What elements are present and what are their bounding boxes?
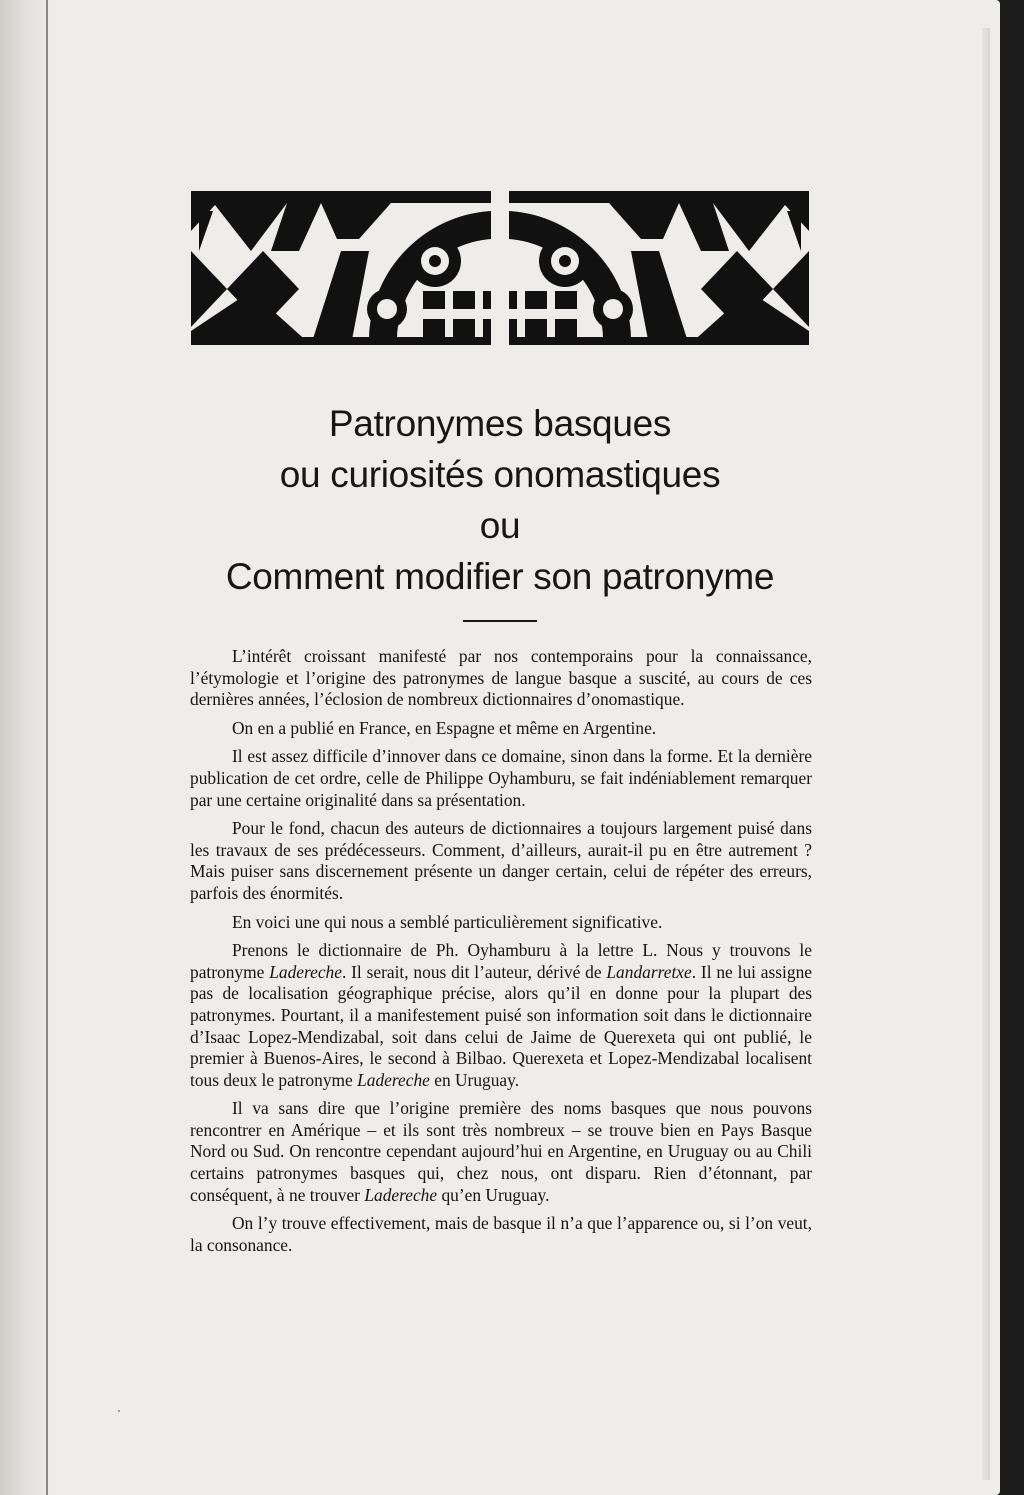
paragraph-6 bbox=[190, 940, 812, 1091]
surname-ladereche: Ladereche bbox=[357, 1069, 430, 1090]
binding-line bbox=[46, 0, 48, 1495]
paragraph-8: On l’y trouve effectivement, mais de basque il n’a que l’apparence ou, si l’on veut, la consonance. bbox=[190, 1213, 812, 1255]
title-rule bbox=[463, 620, 537, 622]
title-line-4: Comment modifier son patronyme bbox=[225, 556, 775, 597]
paragraph-5: En voici une qui nous a semblé particulièrement significative. bbox=[232, 911, 663, 932]
paragraph-7-text: Il va sans dire que l’origine première des noms basques que nous pouvons rencontrer en Amérique – et ils sont très nombreux – se trouve bien en Pays Basque Nord ou Sud. On rencontre cependant aujourd’hui en Argentine, en Uruguay ou au Chili certains patronymes basques qui, chez nous, ont disparu. Rien d’étonnant, par conséquent, à ne trouver bbox=[190, 1098, 812, 1205]
paragraph-6-text: en Uruguay. bbox=[429, 1069, 520, 1090]
paragraph-7-text: qu’en Uruguay. bbox=[437, 1184, 550, 1205]
basque-frieze-ornament bbox=[191, 191, 809, 345]
title-line-3: ou bbox=[479, 505, 521, 546]
surname-ladereche: Ladereche bbox=[364, 1184, 438, 1205]
title-line-2: ou curiosités onomastiques bbox=[279, 454, 721, 495]
paragraph-2: On en a publié en France, en Espagne et même en Argentine. bbox=[232, 717, 657, 738]
surname-landarretxe: Landarretxe bbox=[606, 961, 692, 982]
paper-speck bbox=[118, 1410, 120, 1412]
article-body bbox=[190, 646, 812, 1263]
title-line-1: Patronymes basques bbox=[328, 403, 672, 444]
paragraph-6-text: . Il serait, nous dit l’auteur, dérivé de bbox=[341, 961, 607, 982]
paragraph-1: L’intérêt croissant manifesté par nos contemporains pour la connaissance, l’étymologie et l’origine des patronymes de langue basque a suscité, au cours de ces dernières années, l’éclosion de nombreux dictionnaires d’onomastique. bbox=[190, 646, 812, 710]
paragraph-7 bbox=[190, 1098, 812, 1206]
page-edge bbox=[982, 28, 990, 1480]
surname-ladereche: Ladereche bbox=[269, 961, 342, 982]
paragraph-3: Il est assez difficile d’innover dans ce domaine, sinon dans la forme. Et la dernière publication de cet ordre, celle de Philippe Oyhamburu, se fait indéniablement remarquer par une certaine originalité dans sa présentation. bbox=[190, 746, 812, 810]
article-title bbox=[150, 398, 850, 622]
paragraph-6-text: Prenons le dictionnaire de Ph. Oyhamburu à la lettre L. Nous y trouvons le patronyme bbox=[190, 940, 812, 982]
paragraph-4: Pour le fond, chacun des auteurs de dictionnaires a toujours largement puisé dans les travaux de ses prédécesseurs. Comment, d’ailleurs, aurait-il pu en être autrement ? Mais puiser sans discernement présente un danger certain, celui de répéter des erreurs, parfois des énormités. bbox=[190, 818, 812, 903]
paragraph-6-text: . Il ne lui assigne pas de localisation géographique précise, alors qu’il en donne pour la plupart des patronymes. Pourtant, il a manifestement puisé son information soit dans le dictionnaire d’Isaac Lopez-Mendizabal, soit dans celui de Jaime de Querexeta qui ont publié, le premier à Buenos-Aires, le second à Bilbao. Querexeta et Lopez-Mendizabal localisent tous deux le patronyme bbox=[190, 961, 812, 1090]
